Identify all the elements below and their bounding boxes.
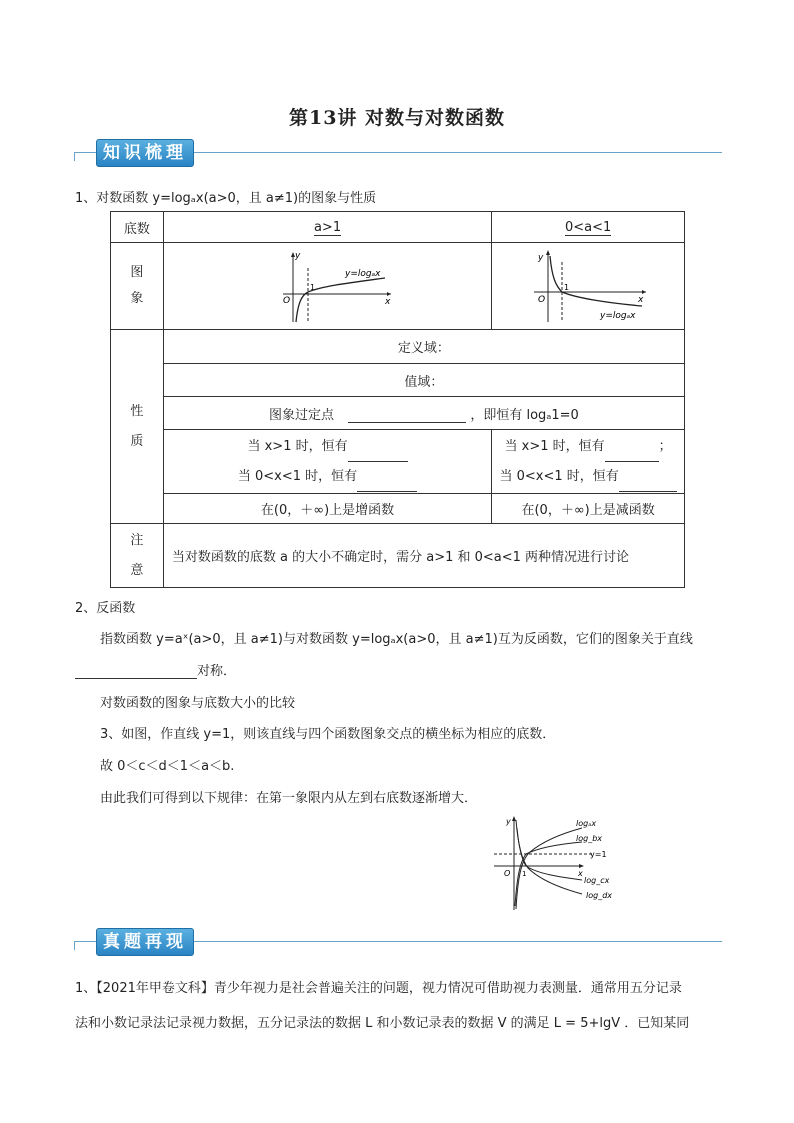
curve-label: y=logₐx [344, 269, 380, 279]
fixed-point-cell [163, 397, 684, 430]
log-properties-table [110, 211, 685, 588]
col-header-a-gt1: a>1 [313, 219, 342, 235]
item3-order: 故 0＜c＜d＜1＜a＜b. [100, 759, 235, 774]
one-label: 1 [309, 283, 315, 292]
increasing-cell: 在(0，＋∞)上是增函数 [163, 494, 491, 524]
item2-tail-line: 对称． [75, 660, 236, 679]
graph-log-decreasing [528, 248, 648, 324]
note-row-label: 注意 [130, 532, 144, 578]
decreasing-cell: 在(0，＋∞)上是减函数 [492, 494, 685, 524]
fig3-axis-x: x [578, 869, 583, 878]
log-base-comparison-figure [482, 814, 622, 912]
origin-label: O [282, 296, 290, 306]
a-gt1-case1: 当 x>1 时，恒有 [164, 432, 491, 462]
fig3-label-d: log_dx [586, 891, 613, 900]
graph-row-label: 图象 [130, 265, 144, 306]
fig3-label-b: log_bx [576, 834, 603, 843]
col-header-a-lt1: 0<a<1 [564, 219, 612, 235]
axis-y-label: y [294, 251, 300, 261]
fig3-one: 1 [522, 870, 527, 878]
item3-text: 3、如图，作直线 y=1，则该直线与四个函数图象交点的横坐标为相应的底数． [100, 727, 556, 742]
section-badge-label: 真题再现 [103, 932, 187, 952]
fixed-point-text: ，即恒有 logₐ1=0 [470, 407, 579, 423]
axis-x-label: x [638, 295, 644, 305]
fig3-axis-y: y [506, 817, 511, 826]
fig3-origin: O [504, 869, 511, 878]
section-badge-label: 知识梳理 [103, 143, 187, 163]
a-lt1-case1: 当 x>1 时，恒有 ； [492, 432, 684, 462]
symmetry-line-blank[interactable] [75, 678, 197, 679]
graph-log-increasing [263, 248, 393, 324]
item2-text: 指数函数 y=aˣ(a>0，且 a≠1)与对数函数 y=logₐx(a>0，且 a≠1)互为反函数，它们的图象关于直线 [100, 632, 693, 647]
fixed-point-label: 图象过定点 [269, 407, 335, 423]
domain-cell: 定义域： [163, 330, 684, 364]
section-divider-tick-2 [74, 941, 75, 950]
note-text: 当对数函数的底数 a 的大小不确定时，需分 a>1 和 0<a<1 两种情况进行讨论 [163, 524, 684, 588]
question1-line1: 1、【2021年甲卷文科】青少年视力是社会普遍关注的问题，视力情况可借助视力表测量．通常用五分记录 [75, 981, 682, 996]
a-gt1-blank2[interactable] [357, 491, 417, 492]
item2-heading: 2、反函数 [75, 601, 136, 616]
question1-line2: 法和小数记录法记录视力数据，五分记录法的数据 L 和小数记录表的数据 V 的满足 L = 5+lgV ．已知某同 [75, 1016, 690, 1031]
fig3-label-y1: y=1 [590, 850, 607, 859]
section-badge-knowledge [96, 139, 194, 167]
item1-heading: 1、对数函数 y=logₐx(a>0，且 a≠1)的图象与性质 [75, 191, 377, 206]
page-title: 第13讲 对数与对数函数 [288, 107, 506, 129]
fig3-label-a: logₐx [576, 819, 597, 828]
prop-row-label: 性质 [130, 403, 144, 449]
curve-label: y=logₐx [600, 311, 636, 321]
origin-label: O [538, 295, 546, 305]
section-badge-past-exams [96, 928, 194, 956]
fixed-point-blank[interactable] [348, 422, 466, 423]
a-gt1-case2: 当 0<x<1 时，恒有 [164, 462, 491, 492]
compare-heading: 对数函数的图象与底数大小的比较 [100, 696, 296, 711]
axis-x-label: x [384, 297, 390, 307]
item3-rule: 由此我们可得到以下规律：在第一象限内从左到右底数逐渐增大． [100, 791, 478, 806]
fig3-label-c: log_cx [584, 876, 610, 885]
base-header: 底数 [111, 212, 164, 243]
axis-y-label: y [538, 253, 544, 263]
range-cell: 值域： [163, 364, 684, 397]
one-label: 1 [564, 283, 570, 292]
a-lt1-blank2[interactable] [619, 491, 677, 492]
section-divider-tick [74, 152, 75, 161]
a-lt1-case2: 当 0<x<1 时，恒有 [492, 462, 684, 492]
